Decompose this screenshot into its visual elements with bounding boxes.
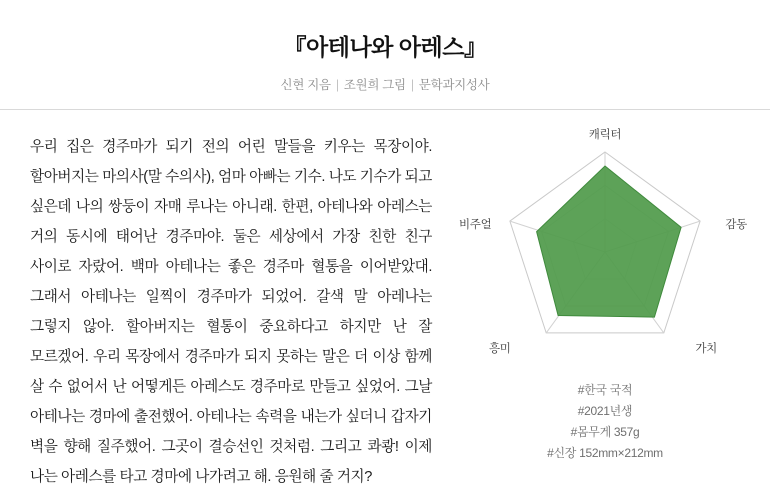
tag-dimensions: #신장 152mm×212mm <box>547 445 663 460</box>
radar-label-interest: 흥미 <box>489 342 511 355</box>
tag-year: #2021년생 <box>577 403 633 418</box>
credit-publisher: 문학과지성사 <box>418 77 490 92</box>
header <box>0 0 770 110</box>
page-title: 『아테나와 아레스』 <box>283 34 487 60</box>
credit-separator-1: | <box>335 77 339 92</box>
radar-chart-svg <box>455 124 755 374</box>
body-paragraph: 우리 집은 경주마가 되기 전의 어린 말들을 키우는 목장이야. 할아버지는 마의사(말 수의사), 엄마 아빠는 기수. 나도 기수가 되고 싶은데 나의 쌍둥이 자매 루나는 아니래. 한편, 아테나와 아레스는 거의 동시에 태어난 경주마야. 둘은 세상에서 가장 친한 친구 사이로 자랐어. 백마 아테나는 좋은 경주마 혈통을 이어받았대. 그래서 아테나는 일찍이 경주마가 되었어. 갈색 말 아레나는 그렇지 않아. 할아버지는 혈통이 중요하다고 하지만 난 잘 모르겠어. 우리 목장에서 경주마가 되지 못하는 말은 더 이상 함께 살 수 없어서 난 어떻게든 아레스도 경주마로 만들고 싶었어. 그날 아테나는 경마에 출전했어. 아테나는 속력을 내는가 싶더니 갑자기 벽을 향해 질주했어. 그곳이 결승선인 것처럼. 그리고 콰쾅! 이제 나는 아레스를 타고 경마에 나가려고 해. 응원해 줄 거지? <box>30 138 432 486</box>
credits-line <box>0 75 770 93</box>
tag-nationality: #한국 국적 <box>577 382 633 397</box>
tag-list <box>440 380 770 464</box>
text-column <box>0 110 440 492</box>
radar-label-character: 캐릭터 <box>588 128 622 141</box>
credit-author: 신현 지음 <box>280 77 331 92</box>
content-area <box>0 110 770 492</box>
radar-label-emotion: 감동 <box>725 218 747 231</box>
radar-data-polygon <box>537 166 682 317</box>
radar-label-visual: 비주얼 <box>459 218 492 231</box>
radar-chart <box>455 124 755 374</box>
chart-column <box>440 110 770 492</box>
credit-separator-2: | <box>410 77 414 92</box>
radar-label-value: 가치 <box>695 342 717 355</box>
tag-weight: #몸무게 357g <box>570 424 640 439</box>
credit-illustrator: 조원희 그림 <box>343 77 406 92</box>
